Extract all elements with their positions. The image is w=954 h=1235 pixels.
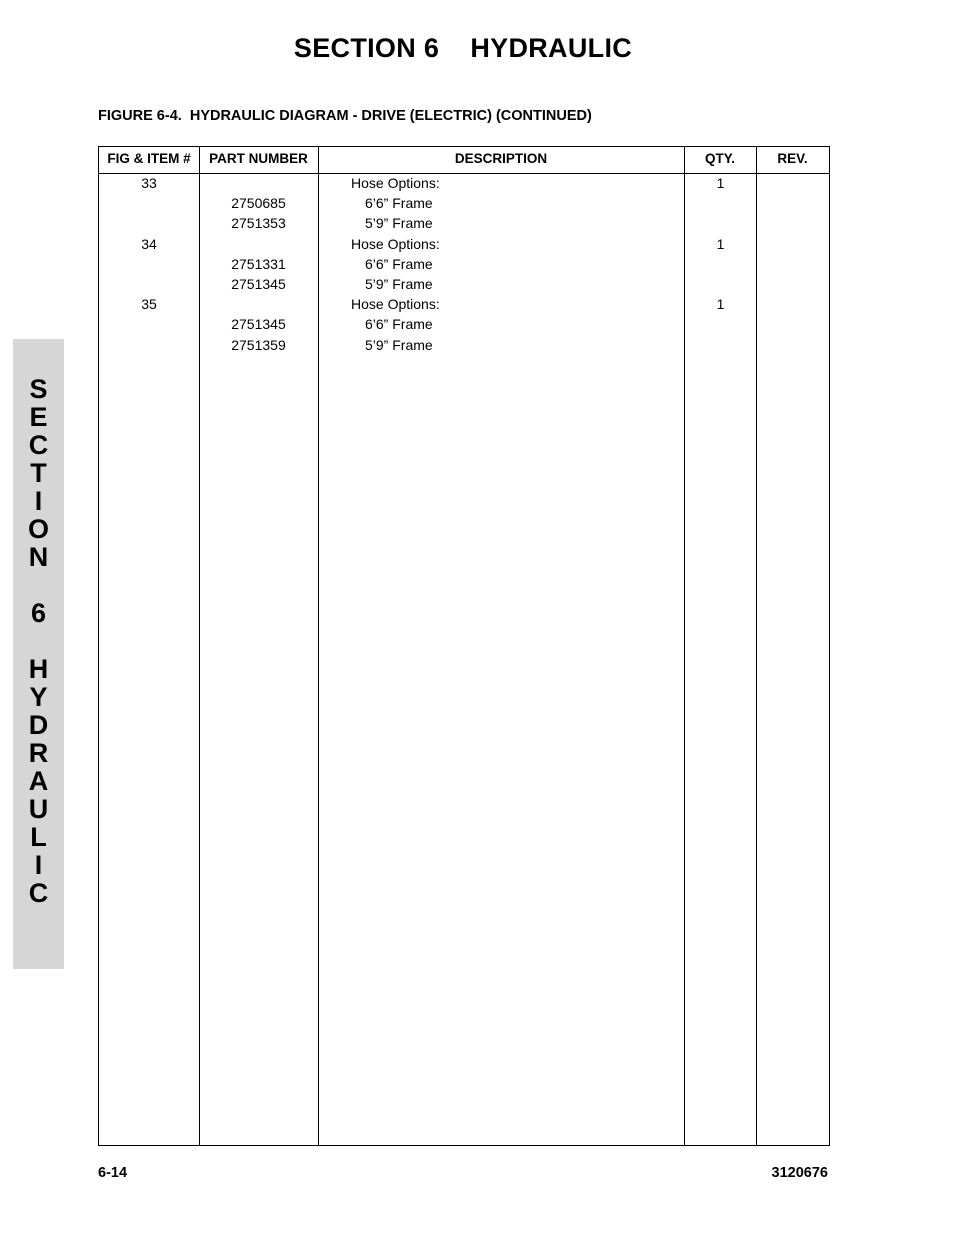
- description-cell: 6’6” Frame: [365, 195, 433, 212]
- description-cell: Hose Options:: [351, 235, 440, 252]
- table-row: [99, 193, 829, 213]
- parts-table: [98, 146, 830, 1146]
- table-row: [99, 314, 829, 334]
- qty-cell: [685, 193, 756, 213]
- fig-item-cell: [99, 314, 199, 334]
- document-number: 3120676: [771, 1165, 828, 1181]
- side-tab-letters: [13, 375, 64, 907]
- part-number-cell: [199, 294, 318, 314]
- side-tab-letter: T: [30, 458, 47, 488]
- table-row: [99, 213, 829, 233]
- figure-caption: FIGURE 6-4. HYDRAULIC DIAGRAM - DRIVE (ELECTRIC) (CONTINUED): [98, 108, 592, 124]
- qty-cell: 1: [716, 175, 725, 191]
- qty-cell: [685, 254, 756, 274]
- description-cell: Hose Options:: [351, 296, 440, 313]
- description-cell: 5’9” Frame: [365, 336, 433, 353]
- description-cell: Hose Options:: [351, 175, 440, 191]
- part-number-cell: 2751331: [231, 255, 286, 272]
- page-number: 6-14: [98, 1165, 128, 1181]
- part-number-cell: [199, 234, 318, 254]
- part-number-cell: 2751345: [231, 316, 286, 333]
- description-cell: 6’6” Frame: [365, 255, 433, 272]
- part-number-cell: 2751359: [231, 336, 286, 353]
- table-row: [99, 274, 829, 294]
- fig-item-cell: 34: [141, 235, 157, 252]
- side-tab-letter: N: [28, 542, 49, 572]
- side-tab-letter: E: [29, 402, 48, 432]
- side-tab-letter: I: [34, 850, 43, 880]
- qty-cell: [685, 335, 756, 355]
- part-number-cell: [199, 173, 318, 193]
- side-tab-letter: U: [28, 794, 49, 824]
- header-part-number: PART NUMBER: [209, 151, 308, 166]
- qty-cell: 1: [716, 296, 725, 313]
- fig-item-cell: [99, 274, 199, 294]
- side-tab-letter: C: [28, 878, 49, 908]
- side-tab-letter: I: [34, 486, 43, 516]
- table-row: [99, 254, 829, 274]
- side-tab-letter: D: [28, 710, 49, 740]
- part-number-cell: 2750685: [231, 195, 286, 212]
- part-number-cell: 2751345: [231, 275, 286, 292]
- qty-cell: [685, 314, 756, 334]
- fig-item-cell: [99, 335, 199, 355]
- qty-cell: [685, 274, 756, 294]
- header-fig-item: FIG & ITEM #: [107, 151, 191, 166]
- side-tab-letter: H: [28, 654, 49, 684]
- description-cell: 5’9” Frame: [365, 275, 433, 292]
- fig-item-cell: [99, 193, 199, 213]
- table-body: [99, 173, 829, 355]
- fig-item-cell: [99, 254, 199, 274]
- fig-item-cell: [99, 213, 199, 233]
- header-description: DESCRIPTION: [454, 151, 548, 166]
- side-tab-letter: Y: [29, 682, 48, 712]
- side-tab-letter: A: [28, 766, 49, 796]
- side-tab-letter: R: [28, 738, 49, 768]
- table-row: [99, 294, 829, 314]
- qty-cell: [685, 213, 756, 233]
- fig-item-cell: 35: [141, 296, 157, 313]
- side-tab-letter: S: [29, 374, 48, 404]
- table-row: [99, 335, 829, 355]
- description-cell: 5’9” Frame: [365, 215, 433, 232]
- table-row: [99, 173, 829, 193]
- header-qty: QTY.: [704, 151, 735, 166]
- section-side-tab: [13, 339, 64, 969]
- table-row: [99, 234, 829, 254]
- part-number-cell: 2751353: [231, 215, 286, 232]
- header-rev: REV.: [777, 151, 808, 166]
- side-tab-letter: L: [30, 822, 47, 852]
- page-title: SECTION 6 HYDRAULIC: [293, 33, 633, 63]
- table-header-row: [99, 147, 829, 174]
- description-cell: 6’6” Frame: [365, 316, 433, 333]
- fig-item-cell: 33: [141, 175, 157, 191]
- side-tab-letter: O: [27, 514, 49, 544]
- qty-cell: 1: [716, 235, 725, 252]
- side-tab-letter: C: [28, 430, 49, 460]
- side-tab-letter: 6: [30, 598, 47, 628]
